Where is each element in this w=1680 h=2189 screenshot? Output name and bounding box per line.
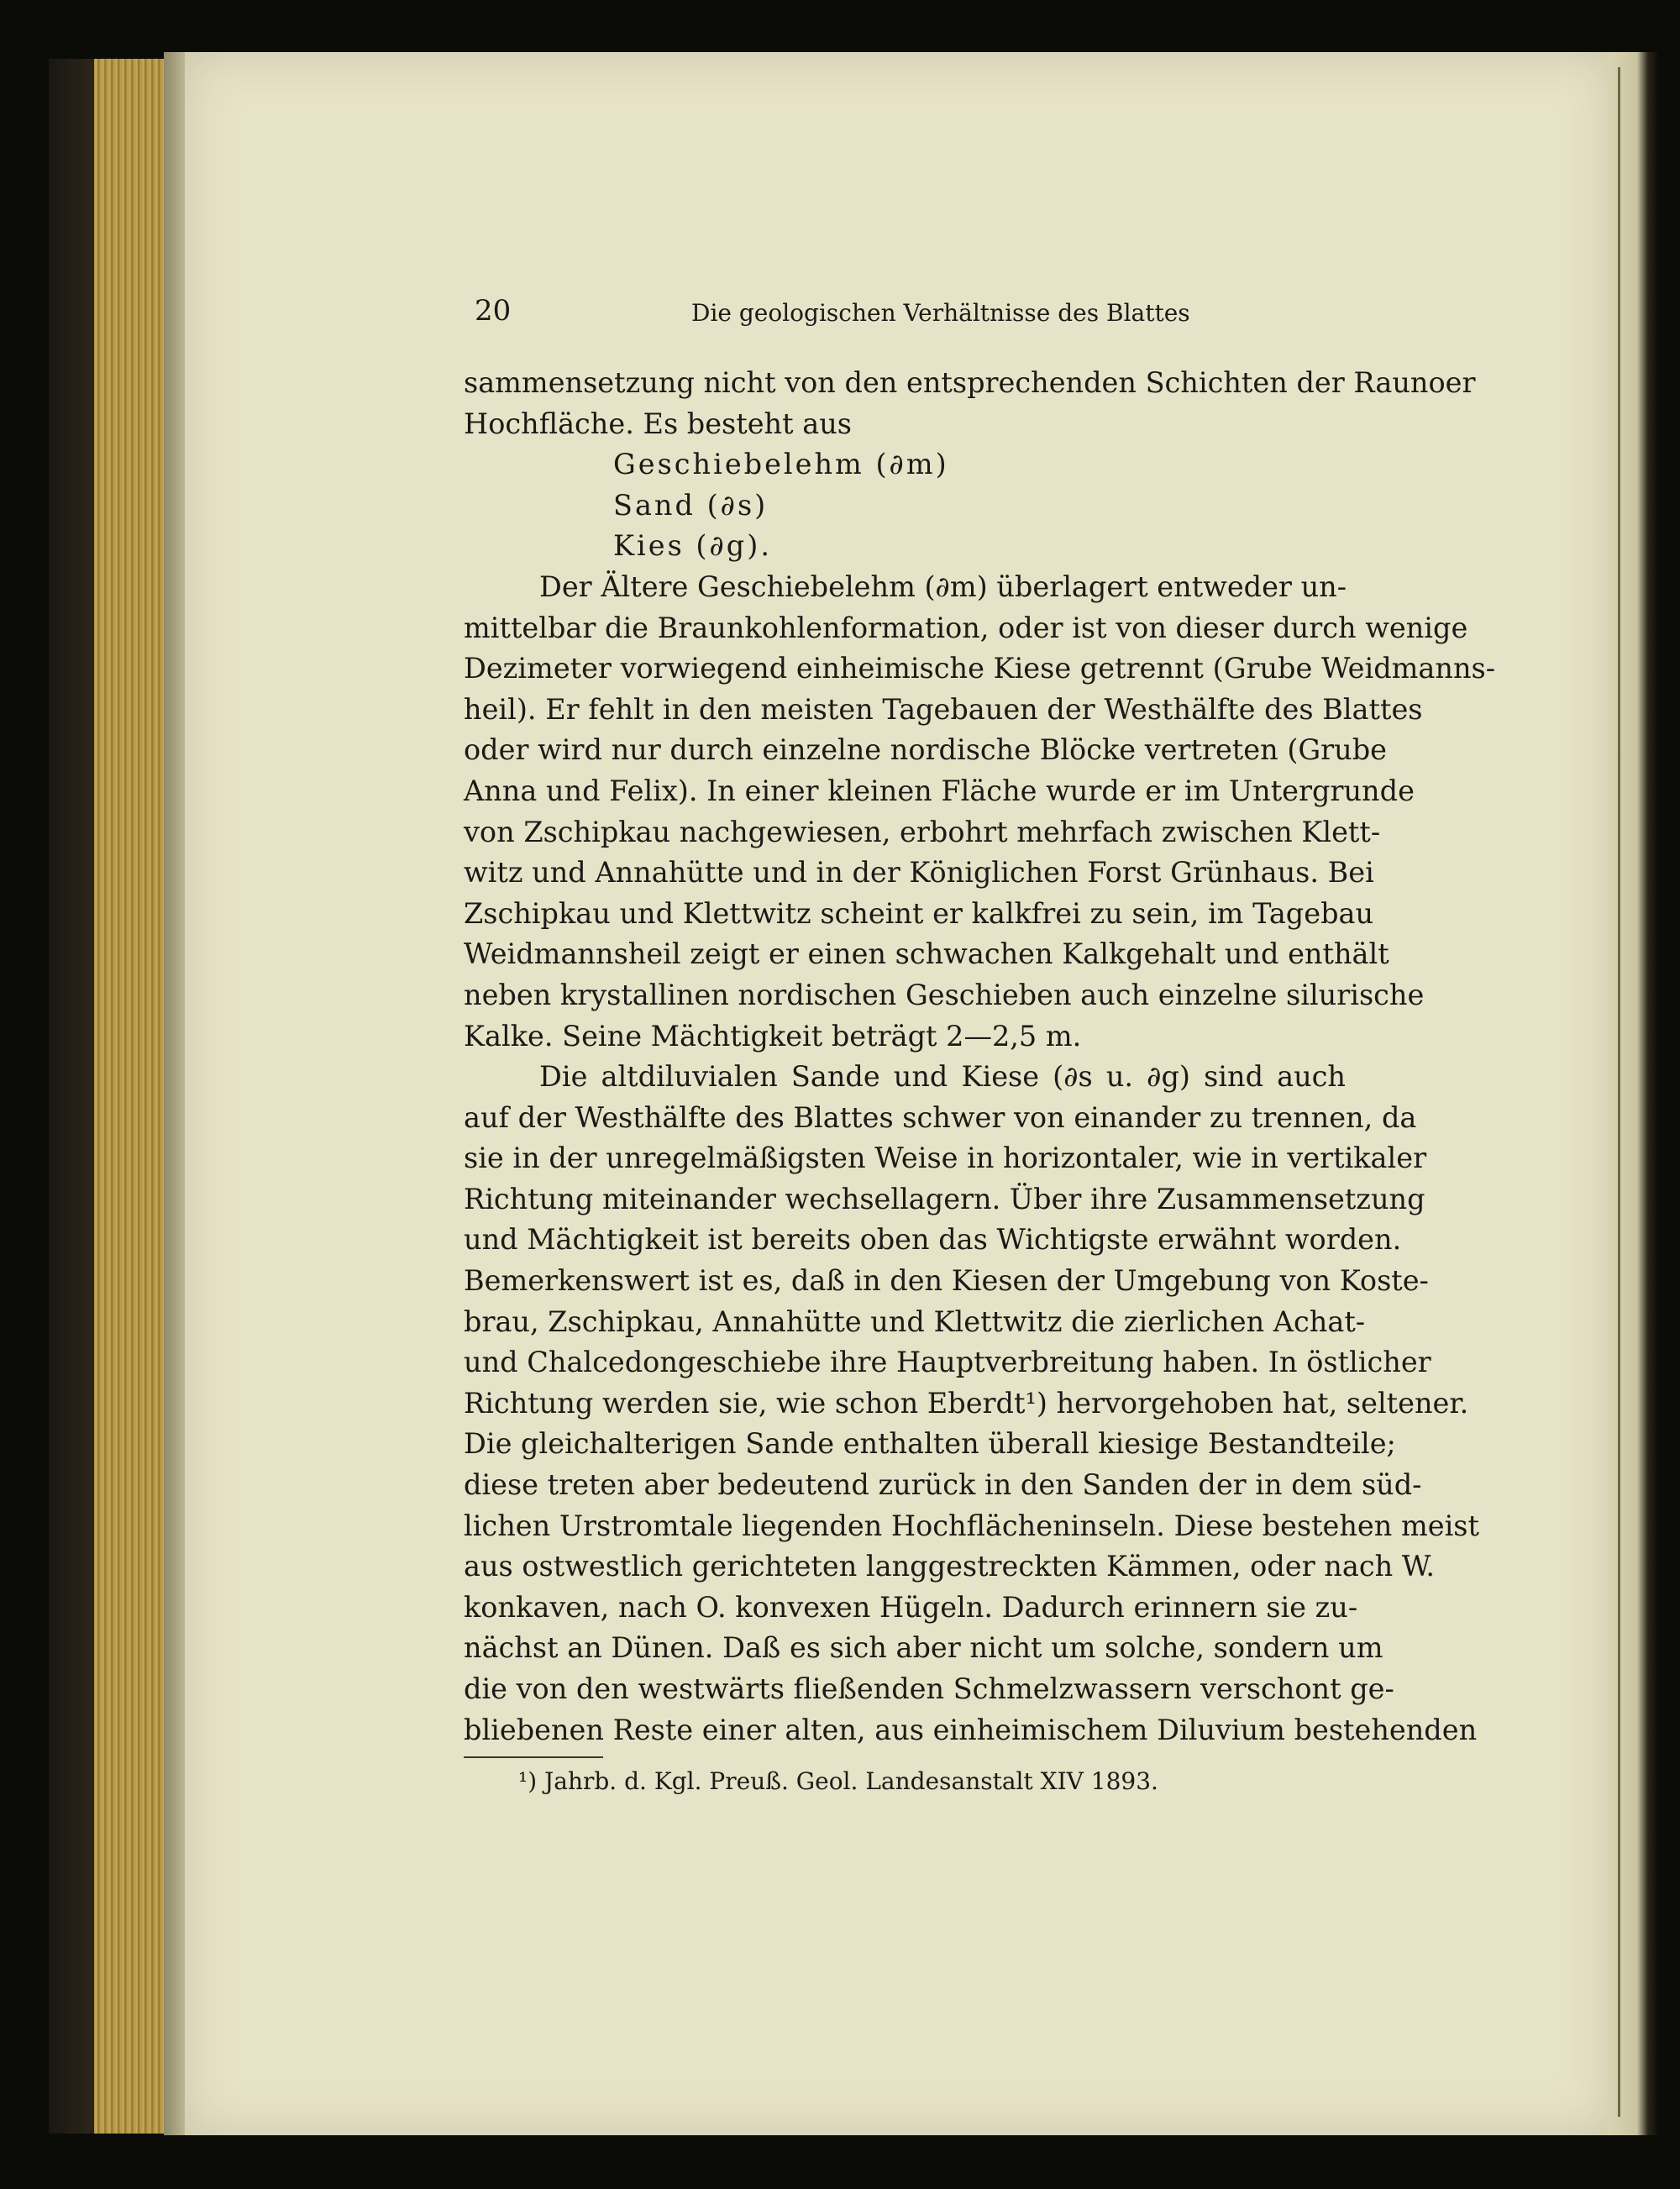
text-line: mittelbar die Braunkohlenformation, oder ist von dieser durch wenige (464, 611, 1468, 644)
text-line: Dezimeter vorwiegend einheimische Kiese getrennt (Grube Weidmanns- (464, 652, 1496, 685)
text-line: Richtung miteinander wechsellagern. Über ihre Zusammensetzung (464, 1182, 1425, 1215)
text-line: Hochfläche. Es besteht aus (464, 407, 852, 440)
list-item: Geschiebelehm (∂m) (613, 448, 949, 481)
text-line: neben krystallinen nordischen Geschieben auch einzelne silurische (464, 978, 1425, 1011)
text-line: die von den westwärts fließenden Schmelzwassern verschont ge- (464, 1672, 1394, 1705)
text-line: sie in der unregelmäßigsten Weise in horizontaler, wie in vertikaler (464, 1142, 1427, 1175)
text-line: Der Ältere Geschiebelehm (∂m) überlagert entweder un- (539, 570, 1347, 603)
footnote: ¹) Jahrb. d. Kgl. Preuß. Geol. Landesanstalt XIV 1893. (518, 1767, 1158, 1795)
text-line: von Zschipkau nachgewiesen, erbohrt mehrfach zwischen Klett- (464, 815, 1381, 848)
text-line: bliebenen Reste einer alten, aus einheimischem Diluvium bestehenden (464, 1713, 1478, 1746)
text-line: Die gleichalterigen Sande enthalten überall kiesige Bestandteile; (464, 1427, 1396, 1461)
text-line: witz und Annahütte und in der Königlichen Forst Grünhaus. Bei (464, 856, 1374, 890)
text-line: Die altdiluvialen Sande und Kiese (∂s u. ∂g) sind auch (539, 1060, 1346, 1094)
list-item: Kies (∂g). (613, 529, 772, 563)
text-line: Richtung werden sie, wie schon Eberdt¹) hervorgehoben hat, seltener. (464, 1386, 1469, 1420)
body-text (464, 363, 1496, 1751)
text-line: aus ostwestlich gerichteten langgestreckten Kämmen, oder nach W. (464, 1550, 1436, 1583)
text-line: brau, Zschipkau, Annahütte und Klettwitz die zierlichen Achat- (464, 1304, 1366, 1338)
text-line: und Chalcedongeschiebe ihre Hauptverbreitung haben. In östlicher (464, 1346, 1431, 1379)
running-head (475, 294, 1340, 334)
text-line: konkaven, nach O. konvexen Hügeln. Dadurch erinnern sie zu- (464, 1590, 1358, 1624)
text-line: Anna und Felix). In einer kleinen Fläche wurde er im Untergrunde (464, 774, 1415, 807)
text-line: Kalke. Seine Mächtigkeit beträgt 2—2,5 m. (464, 1019, 1082, 1053)
text-line: und Mächtigkeit ist bereits oben das Wichtigste erwähnt worden. (464, 1223, 1402, 1257)
text-line: auf der Westhälfte des Blattes schwer von einander zu trennen, da (464, 1100, 1417, 1134)
text-line: lichen Urstromtale liegenden Hochflächeninseln. Diese bestehen meist (464, 1509, 1479, 1542)
facing-page-fold (1618, 67, 1620, 2117)
text-line: diese treten aber bedeutend zurück in den Sanden der in dem süd- (464, 1468, 1422, 1502)
text-line: sammensetzung nicht von den entsprechenden Schichten der Raunoer (464, 366, 1476, 399)
page-number: 20 (475, 294, 512, 328)
text-line: Weidmannsheil zeigt er einen schwachen Kalkgehalt und enthält (464, 937, 1389, 971)
running-title: Die geologischen Verhältnisse des Blattes (691, 299, 1190, 327)
text-line: heil). Er fehlt in den meisten Tagebauen der Westhälfte des Blattes (464, 692, 1423, 726)
text-line: oder wird nur durch einzelne nordische Blöcke vertreten (Grube (464, 733, 1388, 767)
text-line: nächst an Dünen. Daß es sich aber nicht um solche, sondern um (464, 1631, 1383, 1665)
list-item: Sand (∂s) (613, 488, 769, 522)
text-line: Zschipkau und Klettwitz scheint er kalkfrei zu sein, im Tagebau (464, 896, 1374, 930)
text-line: Bemerkenswert ist es, daß in den Kiesen der Umgebung von Koste- (464, 1264, 1429, 1298)
footnote-rule (464, 1756, 603, 1758)
